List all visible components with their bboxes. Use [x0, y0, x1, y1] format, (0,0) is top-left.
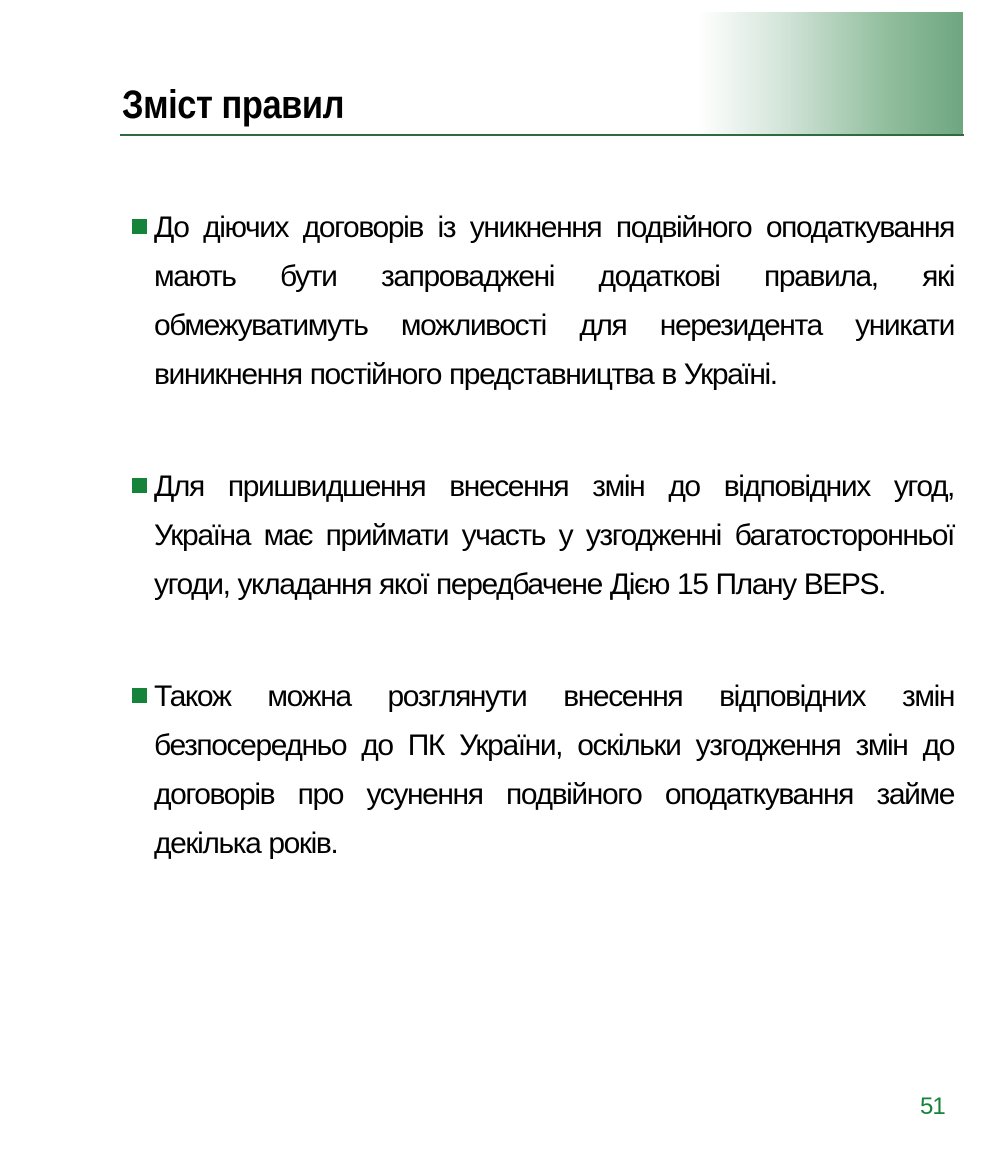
bullet-list: [132, 198, 954, 868]
bullet-item: [132, 462, 954, 609]
slide-title: Зміст правил: [122, 83, 345, 127]
bullet-item: [132, 203, 954, 399]
header-gradient-decoration: [698, 12, 963, 135]
title-underline: [120, 134, 964, 136]
square-bullet-icon: [132, 478, 147, 493]
bullet-text: До діючих договорів із уникнення подвійного оподаткування мають бути запроваджені додаткові правила, які обмежуватимуть можливості для нерезидента уникати виникнення постійного представництва в Україні.: [154, 211, 954, 391]
bullet-text: Для пришвидшення внесення змін до відповідних угод, Україна має приймати участь у узгодженні багатосторонньої угоди, укладання якої передбачене Дією 15 Плану BEPS.: [154, 470, 954, 601]
square-bullet-icon: [132, 688, 147, 703]
square-bullet-icon: [132, 219, 147, 234]
bullet-item: [132, 672, 954, 868]
bullet-text: Також можна розглянути внесення відповідних змін безпосередньо до ПК України, оскільки узгодження змін до договорів про усунення подвійного оподаткування займе декілька років.: [154, 680, 954, 860]
page-number: 51: [920, 1093, 945, 1120]
